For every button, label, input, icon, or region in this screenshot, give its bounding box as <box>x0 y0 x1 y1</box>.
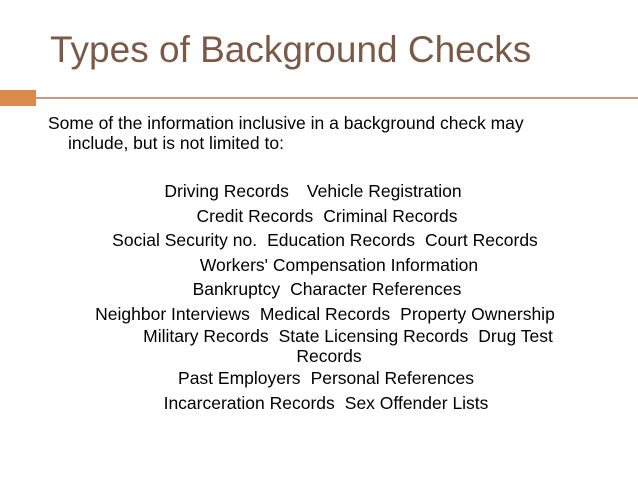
items-row-4 <box>30 253 620 278</box>
item-character-references: Character References <box>290 279 462 299</box>
item-workers-comp: Workers' Compensation Information <box>199 254 479 275</box>
item-incarceration-records: Incarceration Records <box>163 392 335 413</box>
item-neighbor-interviews: Neighbor Interviews <box>95 303 250 324</box>
item-social-security: Social Security no. <box>112 230 258 250</box>
title-divider <box>0 90 638 106</box>
item-drug-test-cont: Records <box>296 346 362 366</box>
items-row-7 <box>30 326 620 346</box>
items-row-3 <box>30 228 620 253</box>
accent-block <box>0 90 36 106</box>
check-types-list <box>30 179 620 415</box>
slide-title: Types of Background Checks <box>50 29 532 70</box>
item-personal-references: Personal References <box>310 368 474 388</box>
item-sex-offender-lists: Sex Offender Lists <box>344 392 489 413</box>
item-medical-records: Medical Records <box>259 303 391 324</box>
intro-line-1: Some of the information inclusive in a background check may <box>48 113 524 133</box>
item-court-records: Court Records <box>424 230 538 250</box>
items-row-1 <box>30 179 620 204</box>
intro-line-2: include, but is not limited to: <box>68 133 284 153</box>
item-state-licensing: State Licensing Records <box>278 326 469 346</box>
items-row-7-cont <box>30 346 620 366</box>
item-past-employers: Past Employers <box>178 368 301 388</box>
items-row-9 <box>30 391 620 416</box>
item-drug-test: Drug Test <box>478 326 553 346</box>
item-bankruptcy: Bankruptcy <box>192 279 281 299</box>
items-row-8 <box>30 366 620 391</box>
item-driving-records: Driving Records <box>164 181 289 201</box>
items-row-2 <box>30 204 620 229</box>
items-row-6 <box>30 302 620 327</box>
item-education-records: Education Records <box>267 230 415 250</box>
item-credit-records: Credit Records <box>196 205 314 226</box>
item-vehicle-registration: Vehicle Registration <box>306 181 462 201</box>
divider-line <box>36 97 638 99</box>
item-military-records: Military Records <box>143 326 269 346</box>
item-property-ownership: Property Ownership <box>400 303 555 324</box>
item-criminal-records: Criminal Records <box>323 205 458 226</box>
intro-paragraph <box>48 113 608 153</box>
items-row-5 <box>30 277 620 302</box>
